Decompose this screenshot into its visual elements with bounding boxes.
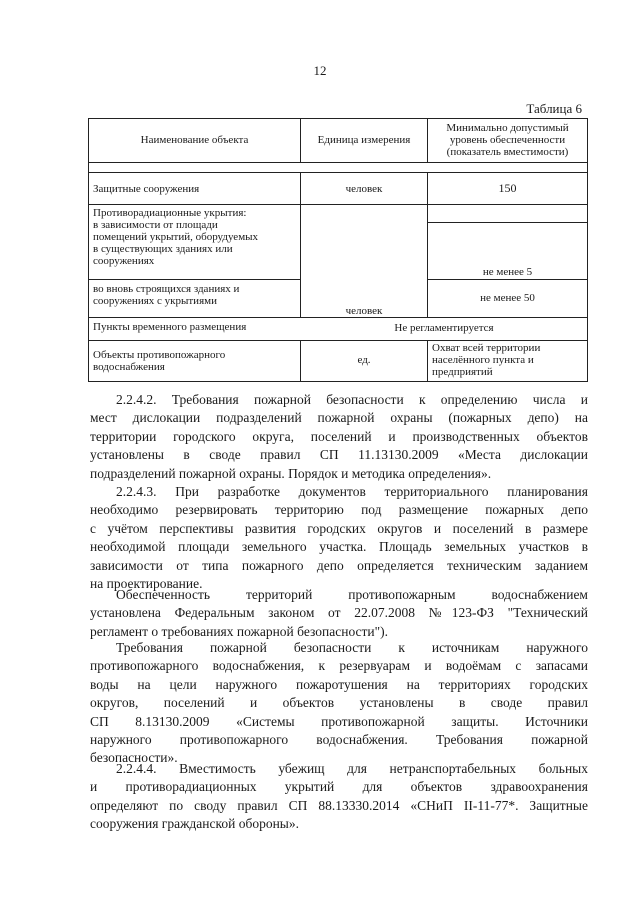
table-caption: Таблица 6: [526, 101, 582, 116]
word: пожарной: [209, 640, 267, 655]
row-temporary-value: Не регламентируется: [394, 322, 494, 334]
word: своде: [490, 695, 523, 711]
word: территорий: [246, 587, 313, 602]
table-border: [427, 279, 588, 280]
word: укрытий: [284, 779, 335, 795]
row-water-name: Объекты противопожарного водоснабжения: [93, 349, 226, 373]
row-shelters-unit: человек: [345, 305, 383, 317]
paragraph-water-supply: Обеспеченность территорий противопожарным водоснабжением установлена Федеральным законом от 22.07.2008 №123-ФЗ "Технический регламент о требованиях пожарной безопасности").: [90, 587, 588, 639]
word: здравоохранения: [490, 779, 588, 795]
paragraph-2-2-4-4-line-2: [90, 778, 588, 796]
row-antiradiation-value: не менее 5: [482, 266, 533, 278]
paragraph-2-2-4-4: 2.2.4.4. Вместимость убежищ для нетранспортабельных больных и противорадиационных укрытий для объектов здравоохранения определяют по своду правил СП 88.13330.2014 «СНиП II-11-77*. Защитные сооружения гражданской обороны».: [90, 761, 588, 832]
paragraph-requirements-first-line: [90, 639, 588, 657]
word: и: [90, 779, 98, 795]
row-protective-value: 150: [498, 181, 517, 195]
header-min-level: Минимально допустимый уровень обеспеченности (показатель вместимости): [446, 122, 569, 158]
word: противорадиационных: [125, 779, 257, 795]
header-unit: Единица измерения: [317, 134, 411, 146]
word: и: [250, 695, 258, 711]
table-border-right: [587, 118, 588, 382]
paragraph-2-2-4-3: 2.2.4.3. При разработке документов территориального планирования необходимо резервировать территорию под размещение пожарных депо с учётом перспективы развития городских округов и поселений в размере необходимой площади земельного участка. Площадь земельных участков в зависимости от типа пожарного депо определяется техническим заданием на проектирование.: [90, 484, 588, 591]
row-new-buildings-name: во вновь строящихся зданиях и сооружениях с укрытиями: [93, 283, 240, 307]
word: установлены: [359, 695, 434, 711]
paragraph-2-2-4-2: 2.2.4.2. Требования пожарной безопасности к определению числа и мест дислокации подразделений пожарной охраны (пожарных депо) на территории городского округа, поселений и производственных объектов установлены в своде правил СП 11.13130.2009 «Места дислокации подразделений пожарной охраны. Порядок и методика определения».: [90, 392, 588, 481]
word: для: [362, 779, 383, 795]
word: правил: [547, 695, 588, 711]
row-water-value: Охват всей территории населённого пункта и предприятий: [432, 342, 541, 378]
word: Требования: [116, 640, 183, 655]
paragraph-requirements-line-4: [90, 694, 588, 712]
table-border: [88, 172, 588, 173]
word: к: [398, 640, 405, 655]
row-new-buildings-value: не менее 50: [480, 292, 535, 304]
table-border: [88, 279, 300, 280]
word: противопожарным: [348, 587, 456, 602]
word: источникам: [431, 640, 500, 655]
row-antiradiation-name: Противорадиационные укрытия: в зависимости от площади помещений укрытий, оборудуемых в существующих зданиях или сооружениях: [93, 207, 259, 267]
row-water-unit: ед.: [357, 354, 371, 366]
table-border: [88, 162, 588, 163]
word: поселений: [163, 695, 225, 711]
table-border: [427, 340, 428, 382]
row-protective-unit: человек: [345, 183, 383, 195]
word: объектов: [410, 779, 463, 795]
word: Обеспеченность: [116, 587, 211, 602]
table-border-top: [88, 118, 588, 119]
row-temporary-name: Пункты временного размещения: [93, 321, 247, 333]
word: в: [458, 695, 466, 711]
table-border: [88, 317, 588, 318]
table-border-bottom: [88, 381, 588, 382]
word: безопасности: [293, 640, 372, 655]
word: наружного: [526, 640, 588, 655]
word: водоснабжением: [491, 587, 588, 602]
table-border: [88, 340, 588, 341]
paragraph-requirements: Требования пожарной безопасности к источникам наружного противопожарного водоснабжения, к резервуарам и водоёмам с запасами воды на цели наружного пожаротушения на территориях городских округов, поселений и объектов установлены в своде правил СП 8.13130.2009 «Системы противопожарной защиты. Источники наружного противопожарного водоснабжения. Требования пожарной безопасности».: [90, 640, 588, 766]
row-protective-name: Защитные сооружения: [93, 183, 200, 195]
word: объектов: [282, 695, 335, 711]
table-border: [88, 204, 588, 205]
table-border-left: [88, 118, 89, 382]
header-object: Наименование объекта: [140, 134, 249, 146]
page-number: 12: [313, 63, 327, 78]
word: округов,: [90, 695, 139, 711]
table-border: [427, 222, 588, 223]
paragraph-water-supply-first-line: [90, 586, 588, 604]
